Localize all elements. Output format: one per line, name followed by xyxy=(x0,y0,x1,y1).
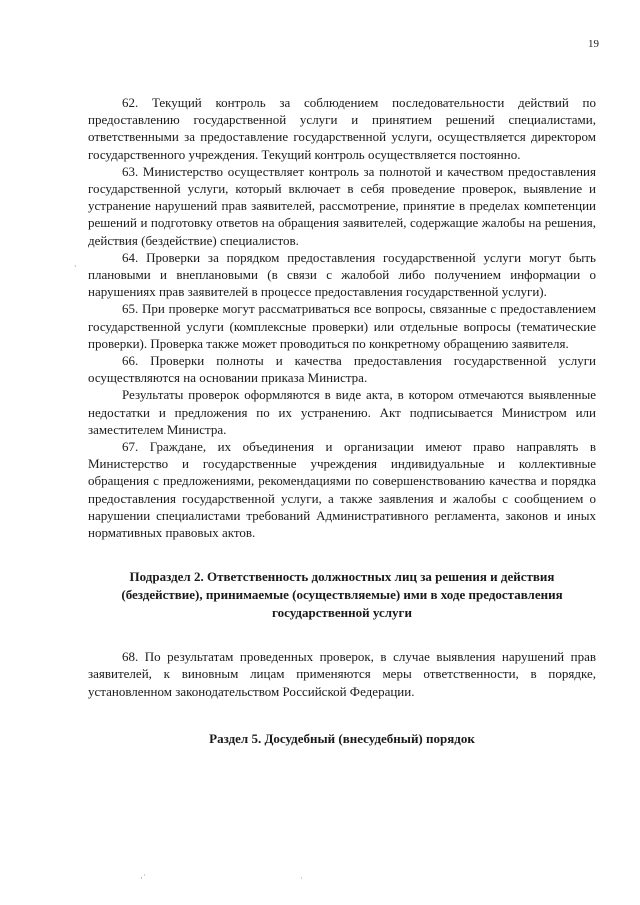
scan-speck-mark: ˙ xyxy=(300,876,303,886)
section-spacer xyxy=(88,700,596,730)
paragraph-67: 67. Граждане, их объединения и организации имеют право направлять в Министерство и государственные учреждения индивидуальные и коллективные обращения с предложениями, рекомендациями по совершенствованию качества и порядка предоставления государственной услуги, а также заявления и жалобы с сообщением о нарушении специалистами требований Административного регламента, законов и иных нормативных правовых актов. xyxy=(88,439,596,541)
paragraph-68: 68. По результатам проведенных проверок, в случае выявления нарушений прав заявителей, к виновным лицам применяются меры ответственности, в порядке, установленном законодательством Российской Федерации. xyxy=(88,649,596,699)
paragraph-63: 63. Министерство осуществляет контроль за полнотой и качеством предоставления государственной услуги, который включает в себя проведение проверок, выявление и устранение нарушений прав заявителей, рассмотрение, принятие в пределах компетенции решений и подготовку ответов на обращения заявителей, содержащие жалобы на решения, действия (бездействие) специалистов. xyxy=(88,163,596,248)
paragraph-66: 66. Проверки полноты и качества предоставления государственной услуги осуществляются на основании приказа Министра. xyxy=(88,353,596,386)
paragraph-66-results: Результаты проверок оформляются в виде акта, в котором отмечаются выявленные недостатки и предложения по их устранению. Акт подписывается Министром или заместителем Министра. xyxy=(88,387,596,437)
subsection-title: Подраздел 2. Ответственность должностных лиц за решения и действия (бездействие), принимаемые (осуществляемые) ими в ходе предоставления государственной услуги xyxy=(121,569,563,621)
paragraph-65: 65. При проверке могут рассматриваться все вопросы, связанные с предоставлением государственной услуги (комплексные проверки) или отдельные вопросы (тематические проверки). Проверка также может проводиться по конкретному обращению заявителя. xyxy=(88,301,596,351)
paragraph-64: 64. Проверки за порядком предоставления государственной услуги могут быть плановыми и внеплановыми (в связи с жалобой либо получением информации о нарушениях прав заявителей в процессе предоставления государственной услуги). xyxy=(88,249,596,300)
paragraph-62: 62. Текущий контроль за соблюдением последовательности действий по предоставлению государственной услуги и принятием решений специалистами, ответственными за предоставление государственной услуги, осуществляется директором государственного учреждения. Текущий контроль осуществляется постоянно. xyxy=(88,95,596,162)
scan-speck-mark: ·˙ xyxy=(140,873,146,883)
scan-speck-mark: ˎ xyxy=(74,257,77,267)
section-title: Раздел 5. Досудебный (внесудебный) порядок xyxy=(209,730,475,746)
page-number: 19 xyxy=(588,38,599,50)
document-body xyxy=(88,94,596,748)
